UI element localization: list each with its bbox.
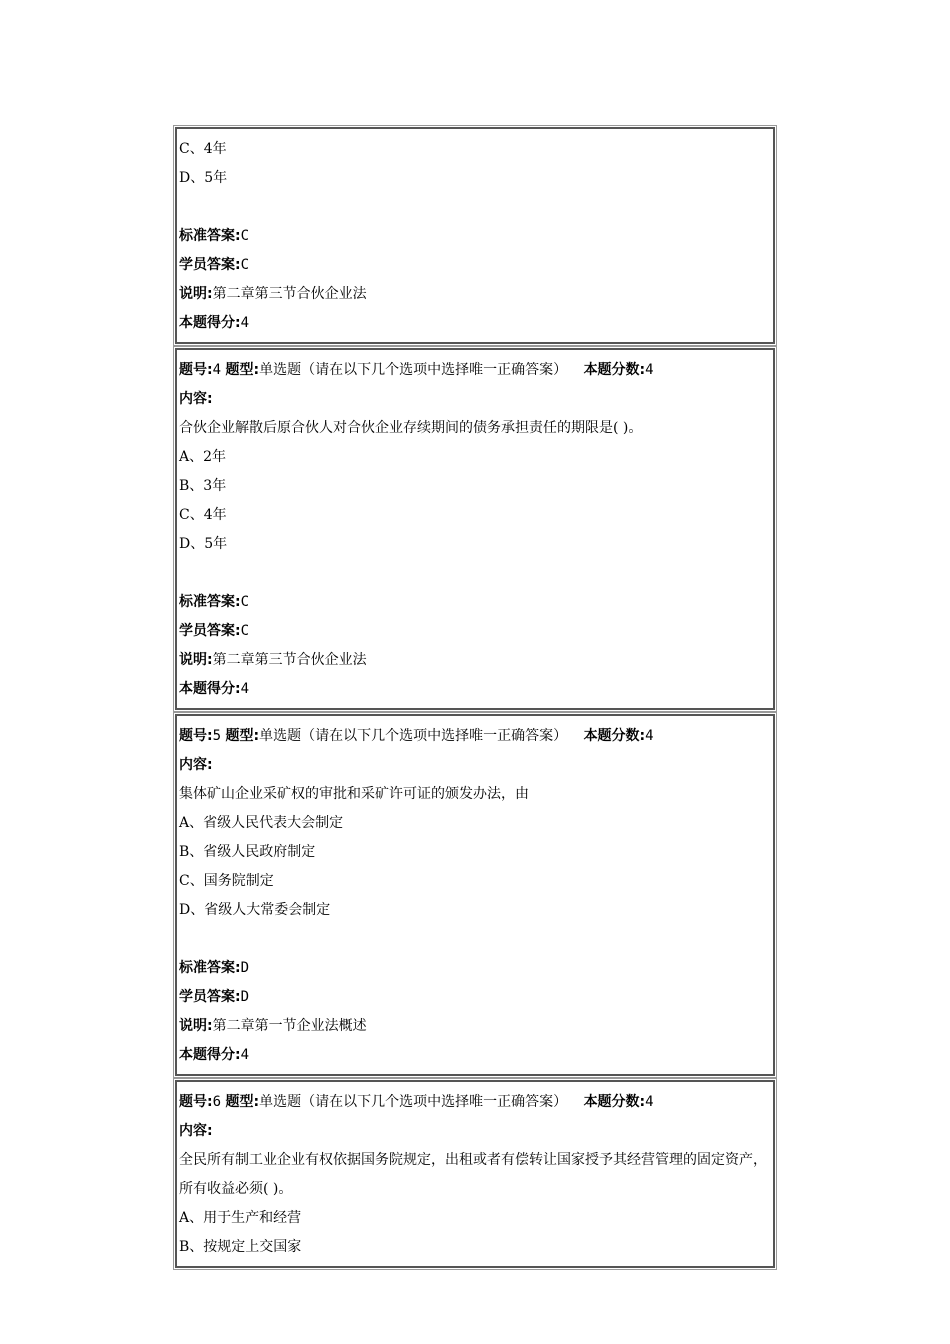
standard-answer-value: C bbox=[240, 228, 250, 244]
question-number: 5 bbox=[212, 728, 222, 744]
student-answer bbox=[179, 617, 773, 646]
content-label-row bbox=[179, 385, 773, 414]
spacer bbox=[179, 193, 773, 222]
explanation bbox=[179, 280, 773, 309]
standard-answer-label: 标准答案: bbox=[179, 228, 241, 244]
standard-answer-label: 标准答案: bbox=[179, 594, 241, 610]
standard-answer bbox=[179, 222, 773, 251]
question-number-label: 题号: bbox=[179, 1094, 213, 1110]
option-d bbox=[179, 164, 773, 193]
option-text: D、5年 bbox=[179, 536, 228, 552]
question-type: 单选题（请在以下几个选项中选择唯一正确答案） bbox=[259, 362, 568, 378]
option-c bbox=[179, 501, 773, 530]
question-number-label: 题号: bbox=[179, 362, 213, 378]
option-text: B、按规定上交国家 bbox=[179, 1239, 302, 1255]
option-text: C、4年 bbox=[179, 507, 227, 523]
question-stem: 集体矿山企业采矿权的审批和采矿许可证的颁发办法，由 bbox=[179, 786, 529, 802]
explanation-label: 说明: bbox=[179, 1018, 213, 1034]
question-header bbox=[179, 356, 773, 385]
question-text bbox=[179, 414, 773, 443]
question-stem: 全民所有制工业企业有权依据国务院规定，出租或者有偿转让国家授予其经营管理的固定资产，所有收益必须( )。 bbox=[179, 1152, 767, 1197]
option-text: B、省级人民政府制定 bbox=[179, 844, 316, 860]
standard-answer bbox=[179, 954, 773, 983]
earned-score bbox=[179, 309, 773, 338]
question-score-label: 本题分数: bbox=[583, 728, 646, 744]
question-stem: 合伙企业解散后原合伙人对合伙企业存续期间的债务承担责任的期限是( )。 bbox=[179, 420, 643, 436]
explanation-label: 说明: bbox=[179, 286, 213, 302]
student-answer-value: C bbox=[240, 623, 250, 639]
question-text bbox=[179, 780, 773, 809]
student-answer-label: 学员答案: bbox=[179, 257, 241, 273]
question-5 bbox=[175, 714, 775, 1076]
option-b bbox=[179, 838, 773, 867]
earned-score-value: 4 bbox=[240, 681, 250, 697]
option-a bbox=[179, 443, 773, 472]
question-4 bbox=[175, 348, 775, 710]
earned-score-value: 4 bbox=[240, 315, 250, 331]
question-6 bbox=[175, 1080, 775, 1268]
spacer bbox=[179, 559, 773, 588]
question-score: 4 bbox=[645, 362, 654, 378]
exam-sheet bbox=[175, 127, 775, 1272]
earned-score-label: 本题得分: bbox=[179, 315, 241, 331]
spacer bbox=[179, 925, 773, 954]
option-text: C、4年 bbox=[179, 141, 227, 157]
earned-score-value: 4 bbox=[240, 1047, 250, 1063]
explanation-value: 第二章第三节合伙企业法 bbox=[212, 286, 367, 302]
student-answer-value: D bbox=[240, 989, 250, 1005]
question-type-label: 题型: bbox=[225, 1094, 260, 1110]
option-text: D、省级人大常委会制定 bbox=[179, 902, 331, 918]
earned-score-label: 本题得分: bbox=[179, 681, 241, 697]
earned-score bbox=[179, 1041, 773, 1070]
content-label-row bbox=[179, 1117, 773, 1146]
option-text: A、2年 bbox=[179, 449, 227, 465]
question-header bbox=[179, 722, 773, 751]
option-a bbox=[179, 809, 773, 838]
option-text: A、用于生产和经营 bbox=[179, 1210, 302, 1226]
standard-answer-label: 标准答案: bbox=[179, 960, 241, 976]
question-score: 4 bbox=[645, 1094, 654, 1110]
explanation-value: 第二章第一节企业法概述 bbox=[212, 1018, 367, 1034]
question-number: 6 bbox=[212, 1094, 222, 1110]
student-answer-label: 学员答案: bbox=[179, 623, 241, 639]
student-answer bbox=[179, 983, 773, 1012]
option-b bbox=[179, 1233, 773, 1262]
earned-score bbox=[179, 675, 773, 704]
standard-answer bbox=[179, 588, 773, 617]
content-label: 内容: bbox=[179, 1123, 213, 1139]
option-text: C、国务院制定 bbox=[179, 873, 274, 889]
explanation bbox=[179, 1012, 773, 1041]
question-type: 单选题（请在以下几个选项中选择唯一正确答案） bbox=[259, 728, 568, 744]
student-answer-value: C bbox=[240, 257, 250, 273]
option-c bbox=[179, 135, 773, 164]
question-score: 4 bbox=[645, 728, 654, 744]
student-answer bbox=[179, 251, 773, 280]
explanation bbox=[179, 646, 773, 675]
content-label-row bbox=[179, 751, 773, 780]
question-score-label: 本题分数: bbox=[583, 362, 646, 378]
standard-answer-value: D bbox=[240, 960, 250, 976]
question-type: 单选题（请在以下几个选项中选择唯一正确答案） bbox=[259, 1094, 568, 1110]
question-type-label: 题型: bbox=[225, 728, 260, 744]
option-text: B、3年 bbox=[179, 478, 227, 494]
question-score-label: 本题分数: bbox=[583, 1094, 646, 1110]
option-a bbox=[179, 1204, 773, 1233]
question-header bbox=[179, 1088, 773, 1117]
option-d bbox=[179, 530, 773, 559]
question-number: 4 bbox=[212, 362, 222, 378]
content-label: 内容: bbox=[179, 757, 213, 773]
explanation-value: 第二章第三节合伙企业法 bbox=[212, 652, 367, 668]
option-b bbox=[179, 472, 773, 501]
student-answer-label: 学员答案: bbox=[179, 989, 241, 1005]
question-number-label: 题号: bbox=[179, 728, 213, 744]
option-d bbox=[179, 896, 773, 925]
explanation-label: 说明: bbox=[179, 652, 213, 668]
question-text bbox=[179, 1146, 773, 1204]
option-c bbox=[179, 867, 773, 896]
earned-score-label: 本题得分: bbox=[179, 1047, 241, 1063]
standard-answer-value: C bbox=[240, 594, 250, 610]
question-type-label: 题型: bbox=[225, 362, 260, 378]
content-label: 内容: bbox=[179, 391, 213, 407]
question-3-tail bbox=[175, 127, 775, 344]
option-text: A、省级人民代表大会制定 bbox=[179, 815, 344, 831]
option-text: D、5年 bbox=[179, 170, 228, 186]
